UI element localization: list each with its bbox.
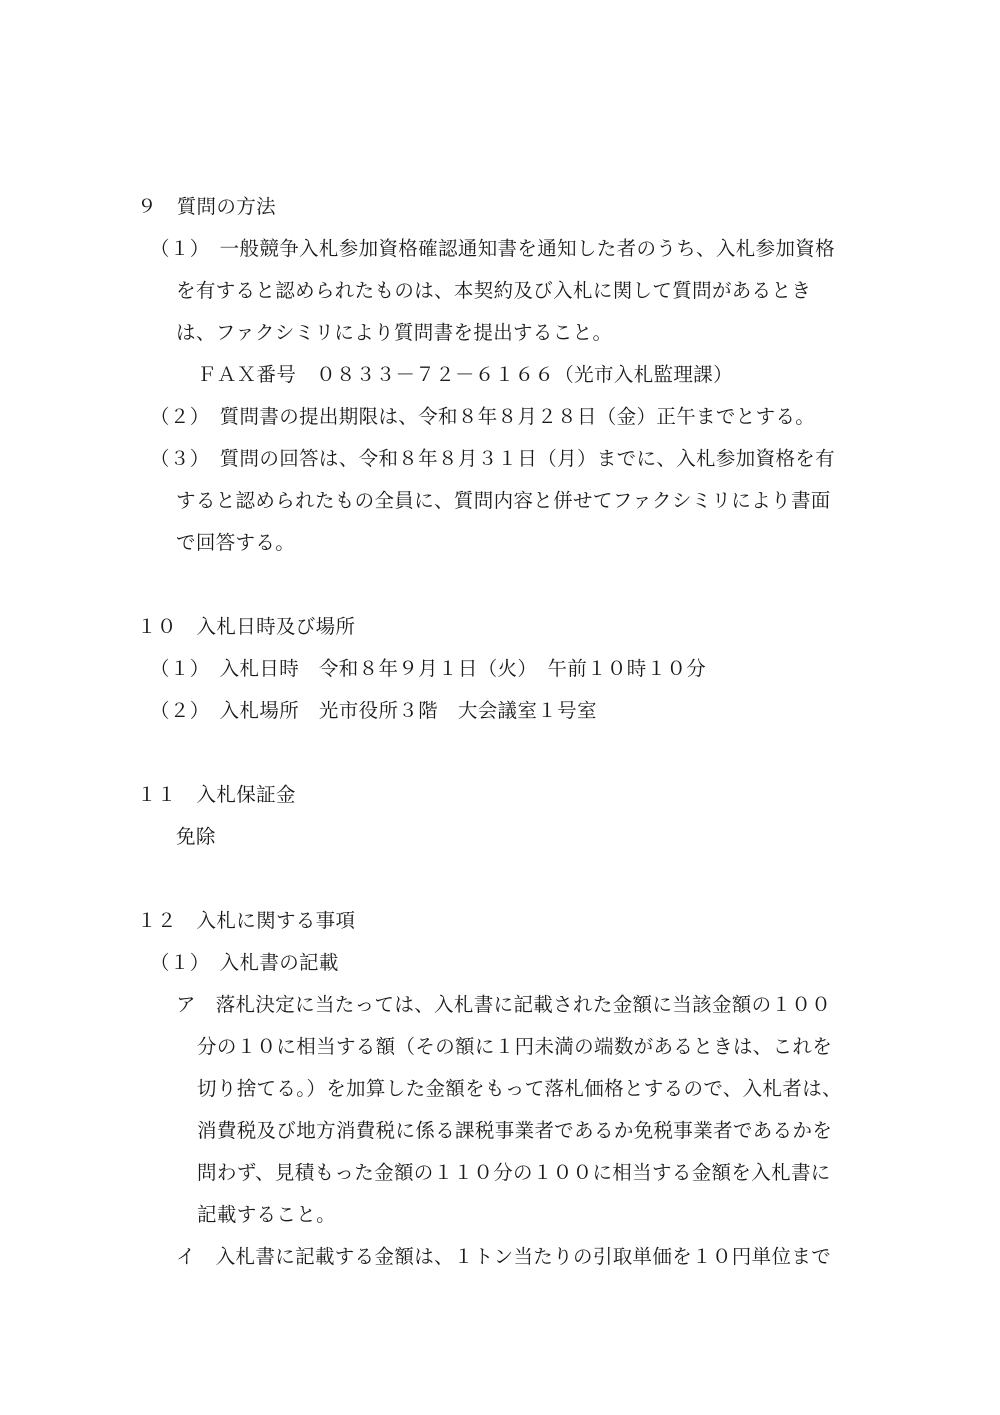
section-12-item-a-line-3: 切り捨てる。）を加算した金額をもって落札価格とするので、入札者は、: [197, 1077, 842, 1100]
section-9-item-1-line-3: は、ファクシミリにより質問書を提出すること。: [176, 321, 613, 344]
section-10-heading: １０ 入札日時及び場所: [137, 615, 356, 638]
section-9-item-1-line-2: を有すると認められたものは、本契約及び入札に関して質問があるとき: [176, 279, 812, 302]
section-9-item-3-line-3: で回答する。: [176, 531, 296, 554]
fax-number-line: ＦＡＸ番号 ０８３３－７２－６１６６（光市入札監理課）: [197, 363, 733, 386]
section-9-item-1-line-1: （１） 一般競争入札参加資格確認通知書を通知した者のうち、入札参加資格: [150, 237, 836, 260]
section-9-item-3-line-1: （３） 質問の回答は、令和８年８月３１日（月）までに、入札参加資格を有: [150, 447, 836, 470]
section-9-item-2: （２） 質問書の提出期限は、令和８年８月２８日（金）正午までとする。: [150, 405, 816, 428]
section-12-item-i-line-1: イ 入札書に記載する金額は、１トン当たりの引取単価を１０円単位まで: [176, 1245, 832, 1268]
section-10-item-1: （１） 入札日時 令和８年９月１日（火） 午前１０時１０分: [150, 657, 707, 680]
section-12-item-a-line-4: 消費税及び地方消費税に係る課税事業者であるか免税事業者であるかを: [197, 1119, 833, 1142]
section-12-item-a-line-5: 問わず、見積もった金額の１１０分の１００に相当する金額を入札書に: [197, 1161, 831, 1184]
section-10-item-2: （２） 入札場所 光市役所３階 大会議室１号室: [150, 699, 597, 722]
section-11-heading: １１ 入札保証金: [137, 783, 296, 806]
section-12-item-1: （１） 入札書の記載: [150, 951, 339, 974]
section-9-item-3-line-2: すると認められたもの全員に、質問内容と併せてファクシミリにより書面: [176, 489, 831, 512]
section-9-heading: ９ 質問の方法: [137, 195, 276, 218]
section-12-item-a-line-1: ア 落札決定に当たっては、入札書に記載された金額に当該金額の１００: [176, 993, 832, 1016]
section-12-item-a-line-2: 分の１０に相当する額（その額に１円未満の端数があるときは、これを: [197, 1035, 833, 1058]
section-12-item-a-line-6: 記載すること。: [197, 1203, 336, 1226]
section-11-body: 免除: [176, 825, 216, 848]
section-12-heading: １２ 入札に関する事項: [137, 909, 356, 932]
